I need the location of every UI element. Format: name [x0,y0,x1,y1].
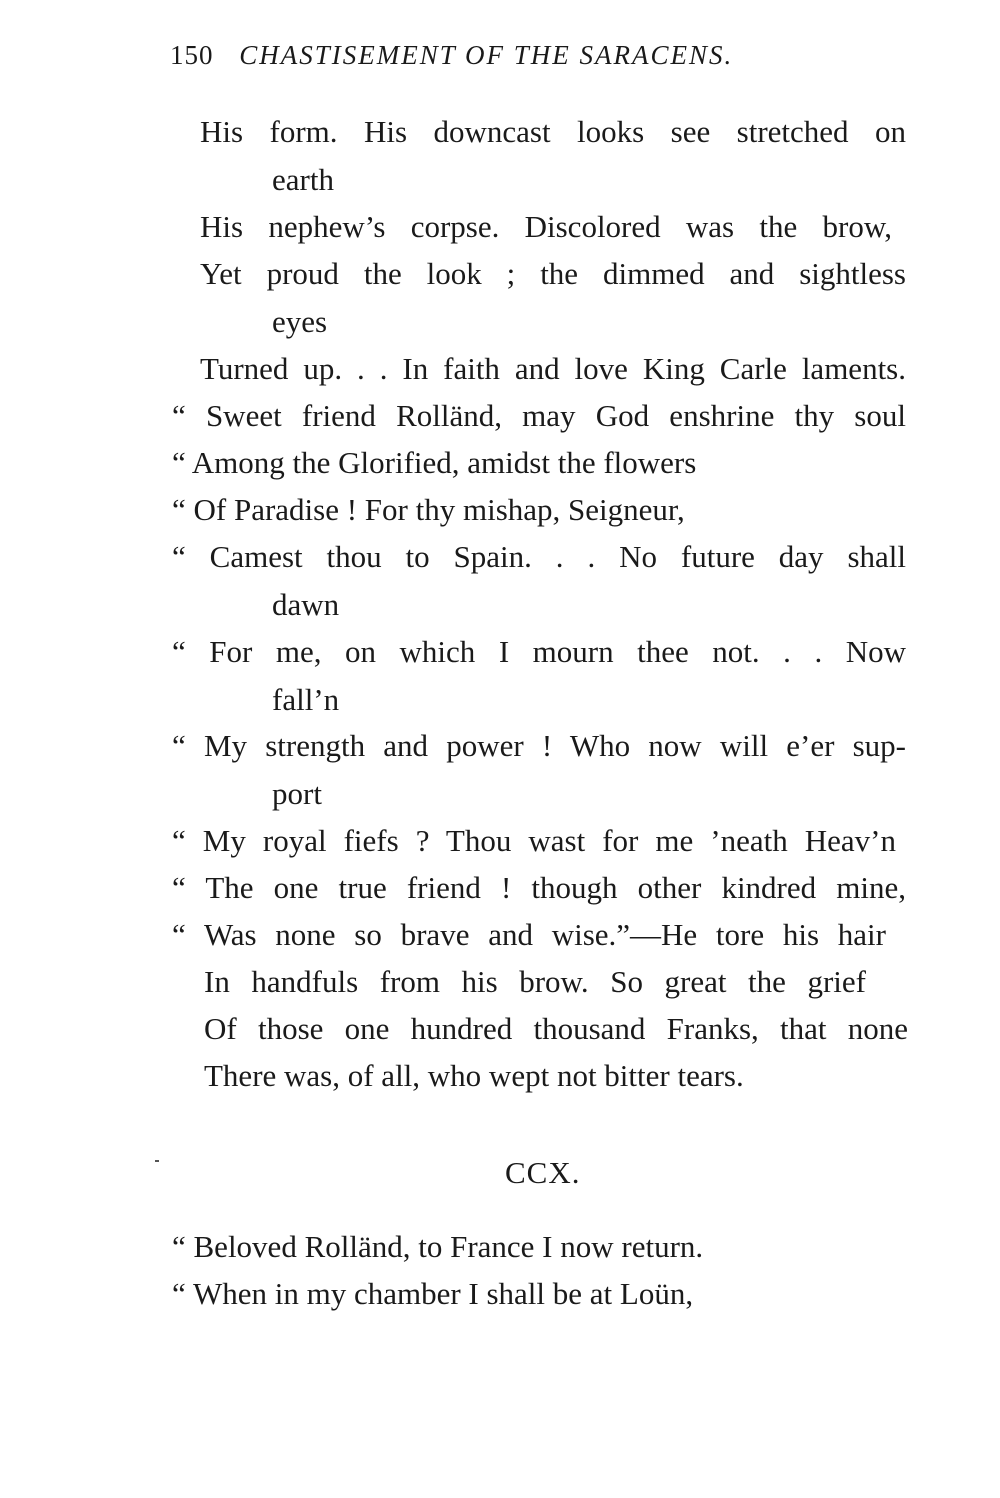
poem-line: “ Was none so brave and wise.”—He tore his hair [172,917,886,952]
poem-line: In handfuls from his brow. So great the grief [204,964,866,999]
poem-line: Turned up. . . In faith and love King Carle laments. [200,351,906,386]
poem-line: “ When in my chamber I shall be at Loün, [172,1276,694,1311]
poem-line: “ Of Paradise ! For thy mishap, Seigneur, [172,492,685,527]
poem-line: Yet proud the look ; the dimmed and sightless [200,256,906,291]
poem-line: Of those one hundred thousand Franks, that none [204,1011,908,1046]
poem-line: “ Among the Glorified, amidst the flowers [172,445,697,480]
poem-line: “ My royal fiefs ? Thou wast for me ’neath Heav’n [172,823,896,858]
page-number: 150 [170,40,214,70]
poem-line: There was, of all, who wept not bitter tears. [204,1058,744,1093]
poem-line-continuation: dawn [272,587,340,622]
page-header [170,40,733,71]
poem-line: “ My strength and power ! Who now will e’er sup- [172,728,906,763]
poem-line: His form. His downcast looks see stretched on [200,114,906,149]
section-heading: CCX. [505,1155,581,1190]
poem-line: “ Camest thou to Spain. . . No future day shall [172,539,906,574]
poem-line-continuation: port [272,776,322,811]
print-mark [155,1160,159,1162]
poem-line: “ Sweet friend Rolländ, may God enshrine thy soul [172,398,906,433]
poem-line-continuation: eyes [272,304,328,339]
poem-line-continuation: earth [272,162,334,197]
poem-line: “ For me, on which I mourn thee not. . . Now [172,634,906,669]
poem-line: “ The one true friend ! though other kindred mine, [172,870,906,905]
poem-line: “ Beloved Rolländ, to France I now return. [172,1229,704,1264]
running-title: CHASTISEMENT OF THE SARACENS. [239,40,734,70]
poem-line: His nephew’s corpse. Discolored was the brow, [200,209,892,244]
poem-line-continuation: fall’n [272,682,340,717]
